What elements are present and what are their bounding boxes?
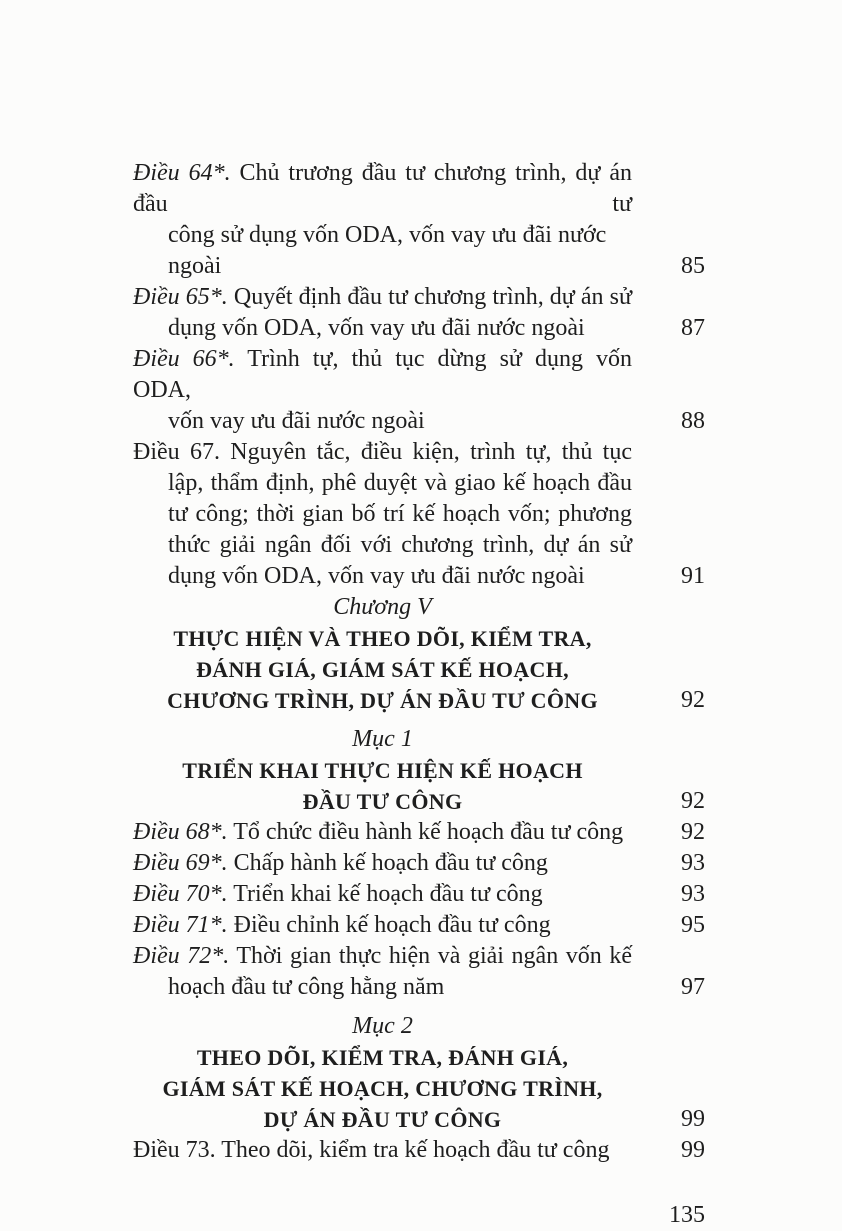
toc-entry-line: công sử dụng vốn ODA, vốn vay ưu đãi nước ngoài [168, 222, 607, 279]
toc-entry-line: Điều 68*. Tổ chức điều hành kế hoạch đầu tư công [133, 819, 624, 845]
article-label: Điều 64*. [133, 160, 231, 186]
toc-page-number: 97 [681, 974, 705, 1000]
article-label: Điều 68*. [133, 819, 228, 845]
toc-page-number: 92 [681, 687, 705, 713]
toc-article-entry [133, 910, 705, 941]
heading-label: Mục 2 [352, 1013, 413, 1039]
entry-lines [133, 941, 632, 1003]
toc-article-entry [133, 879, 705, 910]
entry-lines [133, 817, 632, 848]
folio-page-number: 135 [669, 1202, 705, 1228]
toc-page-number: 93 [681, 881, 705, 907]
toc-entry-line: Điều 66*. Trình tự, thủ tục dừng sử dụng vốn ODA, [133, 346, 632, 403]
toc-page-number: 87 [681, 315, 705, 341]
page-footer [133, 1200, 705, 1231]
toc-entry-line: hoạch đầu tư công hằng năm [168, 974, 445, 1000]
heading-title-line: CHƯƠNG TRÌNH, DỰ ÁN ĐẦU TƯ CÔNG [167, 688, 598, 713]
toc-article-entry [133, 848, 705, 879]
heading-title-line: ĐẦU TƯ CÔNG [302, 789, 463, 814]
toc-article-entry [133, 817, 705, 848]
toc-page-number: 91 [681, 563, 705, 589]
heading-label: Mục 1 [352, 726, 413, 752]
toc-page-number: 95 [681, 912, 705, 938]
article-label: Điều 66*. [133, 346, 235, 372]
toc-article-entry [133, 941, 705, 1003]
article-label: Điều 70*. [133, 881, 228, 907]
toc-entry-line: Điều 72*. Thời gian thực hiện và giải ngân vốn kế [133, 943, 633, 969]
toc-article-entry [133, 158, 705, 282]
toc-page-number: 99 [681, 1106, 705, 1132]
article-label: Điều 71*. [133, 912, 228, 938]
entry-lines [133, 910, 632, 941]
toc-entry-line: lập, thẩm định, phê duyệt và giao kế hoạch đầu [168, 470, 632, 496]
heading-title-line: THEO DÕI, KIỂM TRA, ĐÁNH GIÁ, [196, 1045, 569, 1070]
toc-article-entry [133, 282, 705, 344]
toc-page-number: 85 [681, 253, 705, 279]
heading-label: Chương V [333, 594, 432, 620]
toc-page-number: 99 [681, 1137, 705, 1163]
article-label: Điều 69*. [133, 850, 228, 876]
entry-lines [133, 879, 632, 910]
heading-title-line: THỰC HIỆN VÀ THEO DÕI, KIỂM TRA, [173, 626, 592, 651]
toc-article-entry [133, 1135, 705, 1166]
toc-entry-line: dụng vốn ODA, vốn vay ưu đãi nước ngoài [168, 315, 585, 341]
toc-entry-line: dụng vốn ODA, vốn vay ưu đãi nước ngoài [168, 563, 585, 589]
toc-entry-line: Điều 65*. Quyết định đầu tư chương trình, dự án sử [133, 284, 633, 310]
toc-entry-line: Điều 71*. Điều chỉnh kế hoạch đầu tư công [133, 912, 551, 938]
toc-entry-line: Điều 64*. Chủ trương đầu tư chương trình, dự án đầu tư [133, 160, 632, 217]
toc-article-entry [133, 344, 705, 437]
entry-lines [133, 282, 632, 344]
toc-entry-line: thức giải ngân đối với chương trình, dự án sử [168, 532, 632, 558]
article-label: Điều 73. [133, 1137, 216, 1163]
toc-article-entry [133, 437, 705, 592]
entry-lines [133, 724, 632, 817]
toc-page-number: 88 [681, 408, 705, 434]
toc-heading [133, 724, 705, 817]
article-label: Điều 65*. [133, 284, 228, 310]
toc-heading [133, 1011, 705, 1135]
toc-page-number: 92 [681, 788, 705, 814]
table-of-contents [133, 158, 705, 1166]
entry-lines [133, 1135, 632, 1166]
toc-entry-line: Điều 67. Nguyên tắc, điều kiện, trình tự, thủ tục [133, 439, 633, 465]
toc-entry-line: vốn vay ưu đãi nước ngoài [168, 408, 425, 434]
toc-entry-line: Điều 69*. Chấp hành kế hoạch đầu tư công [133, 850, 548, 876]
toc-entry-line: tư công; thời gian bố trí kế hoạch vốn; phương [168, 501, 632, 527]
toc-page-number: 93 [681, 850, 705, 876]
heading-title-line: GIÁM SÁT KẾ HOẠCH, CHƯƠNG TRÌNH, [162, 1076, 603, 1101]
heading-title-line: ĐÁNH GIÁ, GIÁM SÁT KẾ HOẠCH, [196, 657, 569, 682]
toc-entry-line: Điều 70*. Triển khai kế hoạch đầu tư công [133, 881, 543, 907]
heading-title-line: TRIỂN KHAI THỰC HIỆN KẾ HOẠCH [182, 758, 583, 783]
article-label: Điều 72*. [133, 943, 230, 969]
entry-lines [133, 592, 632, 716]
entry-lines [133, 344, 632, 437]
entry-lines [133, 437, 632, 592]
entry-lines [133, 1011, 632, 1135]
heading-title-line: DỰ ÁN ĐẦU TƯ CÔNG [263, 1107, 502, 1132]
article-label: Điều 67. [133, 439, 220, 465]
toc-heading [133, 592, 705, 716]
entry-lines [133, 848, 632, 879]
toc-entry-line: Điều 73. Theo dõi, kiểm tra kế hoạch đầu tư công [133, 1137, 610, 1163]
entry-lines [133, 158, 632, 282]
toc-page-number: 92 [681, 819, 705, 845]
